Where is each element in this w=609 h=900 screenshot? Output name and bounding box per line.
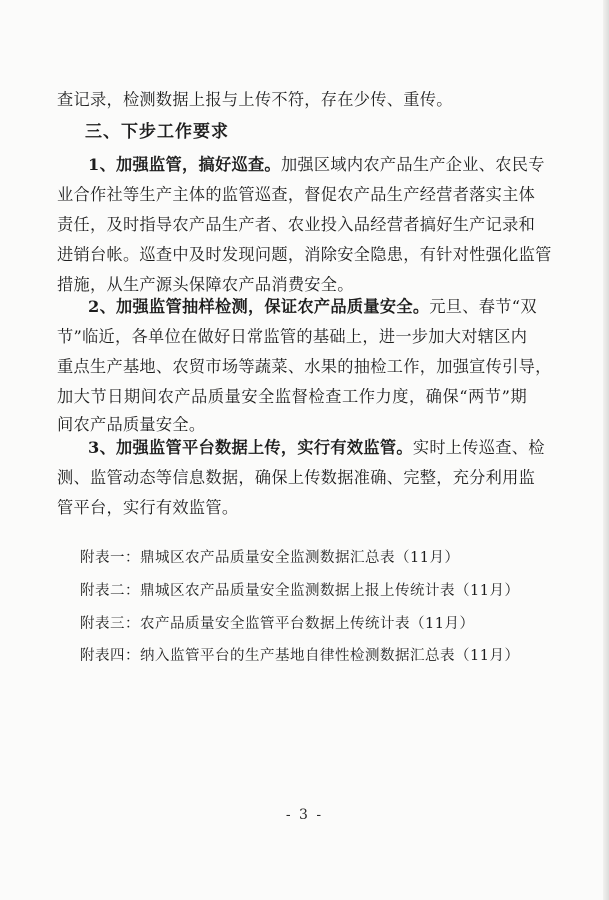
paragraph-2-lead: 2、加强监管抽样检测，保证农产品质量安全。 — [88, 297, 430, 316]
paragraph-1-line-2: 业合作社等生产主体的监管巡查，督促农产品生产经营者落实主体 — [57, 185, 536, 204]
paragraph-3-lead: 3、加强监管平台数据上传，实行有效监管。 — [88, 438, 413, 457]
paragraph-3-line-2: 测、监管动态等信息数据，确保上传数据准确、完整，充分利用监 — [57, 468, 536, 487]
paragraph-3-line-3: 管平台，实行有效监管。 — [57, 498, 239, 517]
continued-line: 查记录，检测数据上报与上传不符，存在少传、重传。 — [57, 90, 453, 109]
paragraph-2-line-3: 重点生产基地、农贸市场等蔬菜、水果的抽检工作，加强宣传引导， — [57, 357, 552, 376]
paragraph-1-line-4: 进销台帐。巡查中及时发现问题，消除安全隐患，有针对性强化监管 — [57, 245, 552, 264]
section-heading: 三、下步工作要求 — [85, 122, 229, 142]
paragraph-1-line-5: 措施，从生产源头保障农产品消费安全。 — [57, 275, 354, 294]
paragraph-2-line-5: 间农产品质量安全。 — [57, 415, 206, 434]
paragraph-3-first-line — [88, 437, 545, 459]
paragraph-2-rest: 元旦、春节“双 — [429, 297, 537, 316]
paragraph-1-line-3: 责任，及时指导农产品生产者、农业投入品经营者搞好生产记录和 — [57, 215, 536, 234]
paragraph-2-first-line — [88, 296, 537, 318]
attachment-1: 附表一：鼎城区农产品质量安全监测数据汇总表（11月） — [80, 550, 460, 566]
paragraph-1-lead: 1、加强监管，搞好巡查。 — [88, 155, 281, 174]
paragraph-2-line-2: 节”临近，各单位在做好日常监管的基础上，进一步加大对辖区内 — [57, 327, 528, 346]
attachment-3: 附表三：农产品质量安全监管平台数据上传统计表（11月） — [80, 616, 475, 632]
attachment-4: 附表四：纳入监管平台的生产基地自律性检测数据汇总表（11月） — [80, 648, 520, 664]
page-number: - 3 - — [285, 807, 324, 823]
paragraph-1-first-line — [88, 154, 545, 176]
attachment-2: 附表二：鼎城区农产品质量安全监测数据上报上传统计表（11月） — [80, 583, 520, 599]
paragraph-2-line-4: 加大节日期间农产品质量安全监督检查工作力度，确保“两节”期 — [57, 387, 527, 406]
paragraph-1-rest: 加强区域内农产品生产企业、农民专 — [280, 155, 545, 174]
paragraph-3-rest: 实时上传巡查、检 — [412, 438, 545, 457]
